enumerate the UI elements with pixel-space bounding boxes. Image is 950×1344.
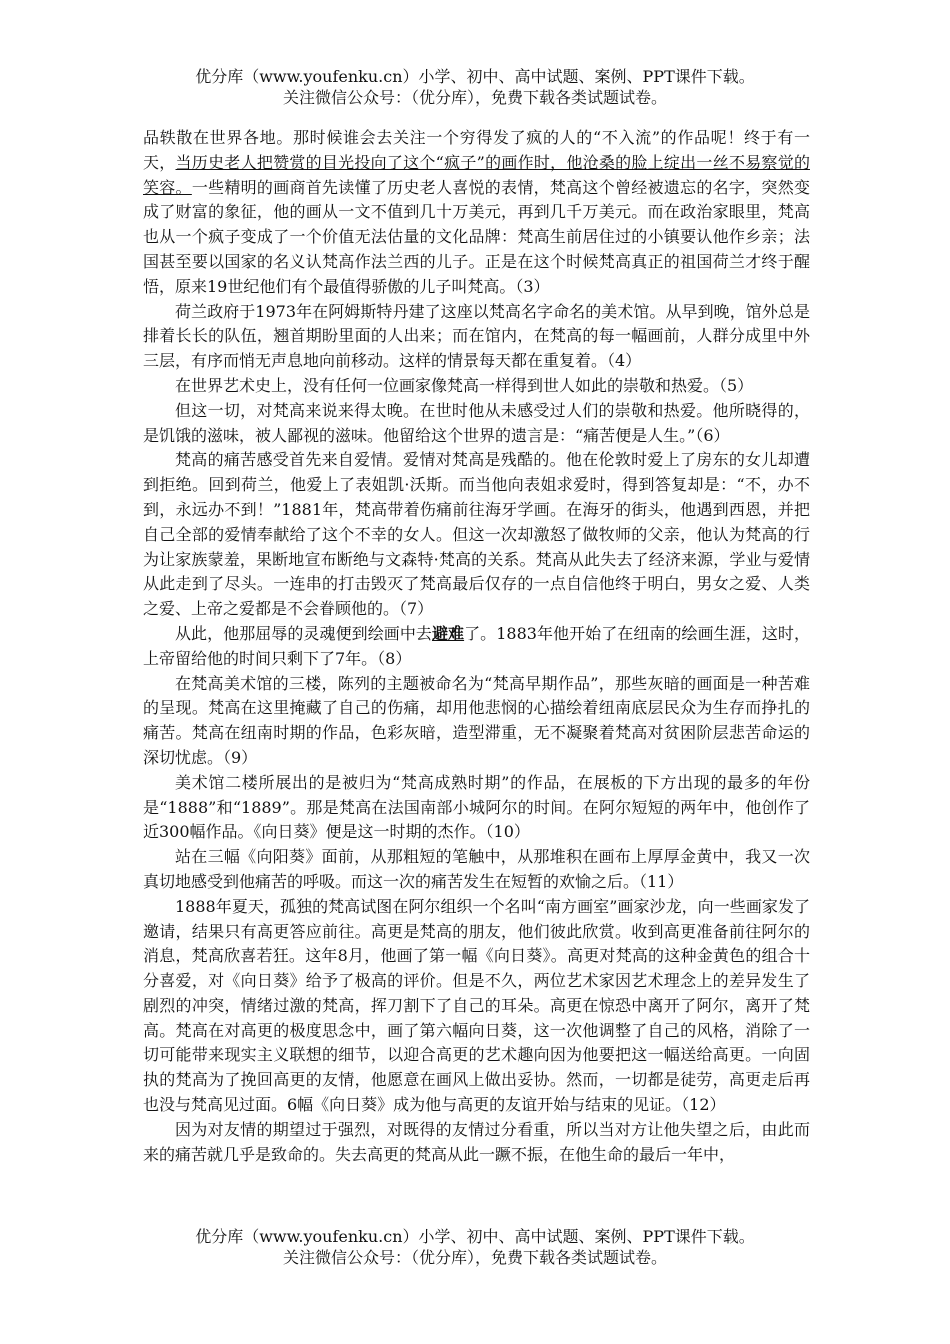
paragraph-8 (143, 622, 810, 672)
paragraph-7: 梵高的痛苦感受首先来自爱情。爱情对梵高是残酷的。他在伦敦时爱上了房东的女儿却遭到拒绝。回到荷兰，他爱上了表姐凯·沃斯。而当他向表姐求爱时，得到答复却是：“不，办不到，永远办不到！”1881年，梵高带着伤痛前往海牙学画。在海牙的街头，他遇到西恩，并把自己全部的爱情奉献给了这个不幸的女人。但这一次却激怒了做牧师的父亲，他认为梵高的行为让家族蒙羞，果断地宣布断绝与文森特·梵高的关系。梵高从此失去了经济来源，学业与爱情从此走到了尽头。一连串的打击毁灭了梵高最后仅存的一点自信他终于明白，男女之爱、人类之爱、上帝之爱都是不会眷顾他的。（7） (143, 450, 810, 619)
underlined-sentence: 当历史老人把赞赏的目光投向了这个“疯子”的画作时，他沧桑的脸上绽出一丝不易察觉的笑容。 (143, 152, 810, 197)
paragraph-10: 美术馆二楼所展出的是被归为“梵高成熟时期”的作品，在展板的下方出现的最多的年份是“1888”和“1889”。那是梵高在法国南部小城阿尔的时间。在阿尔短短的两年中，他创作了近300幅作品。《向日葵》便是这一时期的杰作。（10） (143, 772, 810, 842)
paragraph-5: 在世界艺术史上，没有任何一位画家像梵高一样得到世人如此的崇敬和热爱。（5） (175, 375, 754, 395)
header-line-2: 关注微信公众号：（优分库），免费下载各类试题试卷。 (282, 88, 667, 107)
paragraph-4: 荷兰政府于1973年在阿姆斯特丹建了这座以梵高名字命名的美术馆。从早到晚，馆外总是排着长长的队伍，翘首期盼里面的人出来；而在馆内，在梵高的每一幅画前，人群分成里中外三层，有序而悄无声息地向前移动。这样的情景每天都在重复着。（4） (143, 301, 810, 371)
paragraph-3-post: 一些精明的画商首先读懂了历史老人喜悦的表情，梵高这个曾经被遗忘的名字，突然变成了财富的象征，他的画从一文不值到几十万美元，再到几千万美元。而在政治家眼里，梵高也从一个疯子变成了一个价值无法估量的文化品牌：梵高生前居住过的小镇要认他作乡亲；法国甚至要以国家的名义认梵高作法兰西的儿子。正是在这个时候梵高真正的祖国荷兰才终于醒悟，原来19世纪他们有个最值得骄傲的儿子叫梵高。（3） (143, 177, 810, 296)
paragraph-11: 站在三幅《向阳葵》面前，从那粗短的笔触中，从那堆积在画布上厚厚金黄中，我又一次真切地感受到他痛苦的呼吸。而这一次的痛苦发生在短暂的欢愉之后。（11） (143, 847, 810, 891)
paragraph-3-pre: 品轶散在世界各地。那时候谁会去关注一个穷得发了疯的人的“不入流”的作品呢！终于有一天， (143, 128, 810, 172)
article-body (143, 126, 810, 1167)
footer-line-2: 关注微信公众号：（优分库），免费下载各类试题试卷。 (282, 1248, 667, 1267)
paragraph-9: 在梵高美术馆的三楼，陈列的主题被命名为“梵高早期作品”，那些灰暗的画面是一种苦难的呈现。梵高在这里掩藏了自己的伤痛，却用他悲悯的心描绘着纽南底层民众为生存而挣扎的痛苦。梵高在纽南时期的作品，色彩灰暗，造型滞重，无不凝聚着梵高对贫困阶层悲苦命运的深切忧虑。（9） (143, 673, 810, 767)
emphasized-word: 避难 (431, 623, 465, 643)
paragraph-6: 但这一切，对梵高来说来得太晚。在世时他从未感受过人们的崇敬和热爱。他所晓得的，是饥饿的滋味，被人鄙视的滋味。他留给这个世界的遗言是：“痛苦便是人生。”（6） (143, 400, 810, 445)
paragraph-12: 1888年夏天，孤独的梵高试图在阿尔组织一个名叫“南方画室”画家沙龙，向一些画家发了邀请，结果只有高更答应前往。高更是梵高的朋友，他们彼此欣赏。收到高更准备前往阿尔的消息，梵高欣喜若狂。这年8月，他画了第一幅《向日葵》。高更对梵高的这种金黄色的组合十分喜爱，对《向日葵》给予了极高的评价。但是不久，两位艺术家因艺术理念上的差异发生了剧烈的冲突，情绪过激的梵高，挥刀割下了自己的耳朵。高更在惊恐中离开了阿尔，离开了梵高。梵高在对高更的极度思念中，画了第六幅向日葵，这一次他调整了自己的风格，消除了一切可能带来现实主义联想的细节，以迎合高更的艺术趣向因为他要把这一幅送给高更。一向固执的梵高为了挽回高更的友情，他愿意在画风上做出妥协。然而，一切都是徒劳，高更走后再也没与梵高见过面。6幅《向日葵》成为他与高更的友谊开始与结束的见证。（12） (143, 896, 810, 1115)
page-footer (0, 1226, 950, 1268)
header-line-1: 优分库（www.youfenku.cn）小学、初中、高中试题、案例、PPT课件下载。 (195, 67, 755, 86)
paragraph-13: 因为对友情的期望过于强烈，对既得的友情过分看重，所以当对方让他失望之后，由此而来的痛苦就几乎是致命的。失去高更的梵高从此一蹶不振，在他生命的最后一年中， (143, 1119, 810, 1164)
page-header (0, 66, 950, 108)
footer-line-1: 优分库（www.youfenku.cn）小学、初中、高中试题、案例、PPT课件下载。 (195, 1227, 755, 1246)
paragraph-8-post: 了。1883年他开始了在纽南的绘画生涯，这时，上帝留给他的时间只剩下了7年。（8） (143, 623, 810, 668)
paragraph-8-pre: 从此，他那屈辱的灵魂便到绘画中去 (175, 623, 432, 643)
paragraph-3 (143, 126, 810, 300)
